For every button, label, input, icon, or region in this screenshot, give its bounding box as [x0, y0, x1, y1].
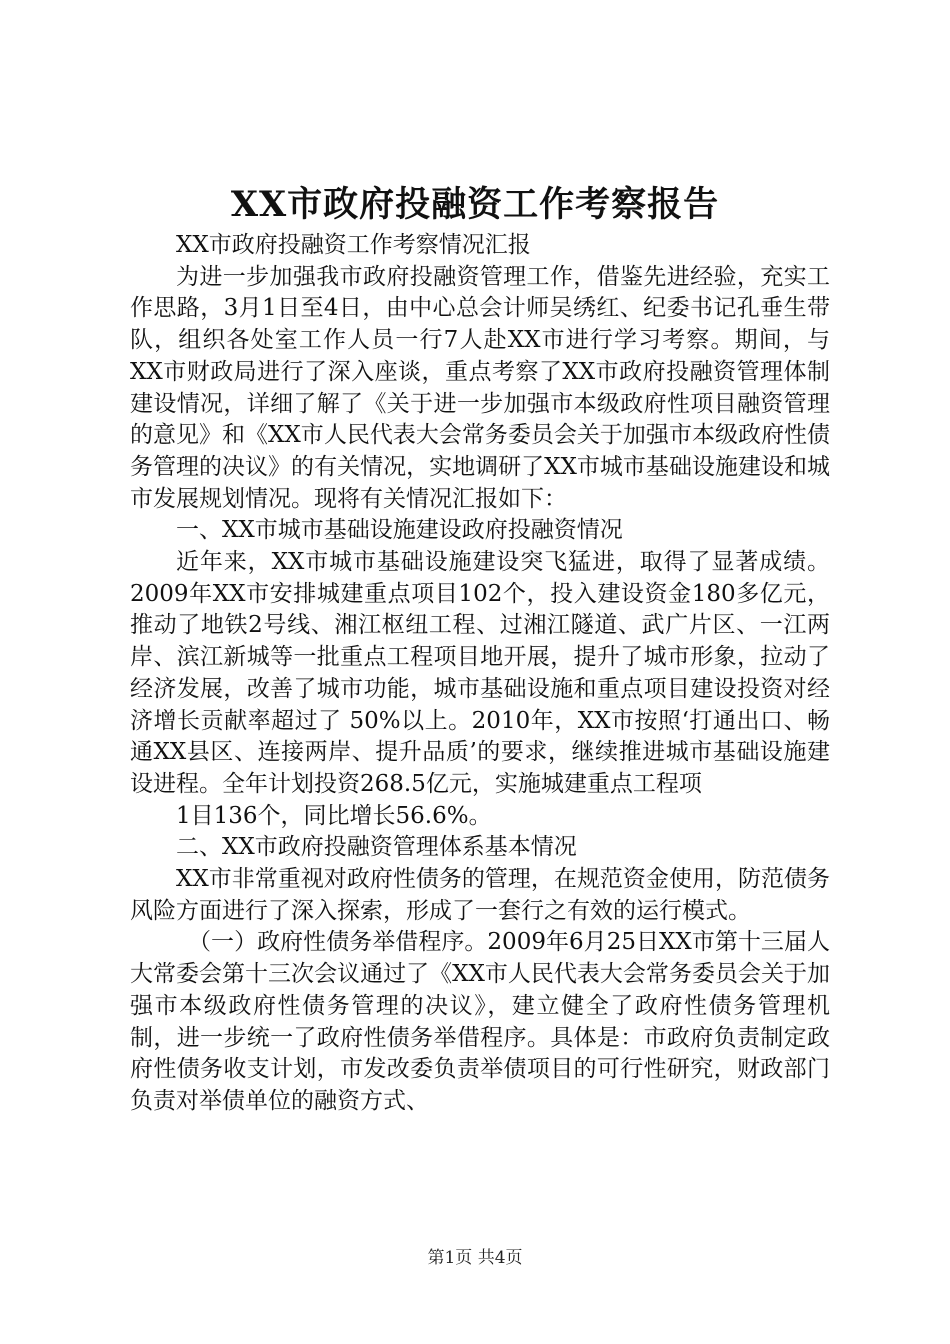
- document-title: XX市政府投融资工作考察报告: [230, 184, 720, 225]
- section-heading-2: 二、XX市政府投融资管理体系基本情况: [176, 834, 577, 861]
- section-1-paragraph: 近年来，XX市城市基础设施建设突飞猛进，取得了显著成绩。2009年XX市安排城建重点项目102个，投入建设资金180多亿元，推动了地铁2号线、湘江枢纽工程、过湘江隧道、武广片区、一江两岸、滨江新城等一批重点工程项目地开展，提升了城市形象，拉动了经济发展，改善了城市功能，城市基础设施和重点项目建设投资对经济增长贡献率超过了 50%以上。2010年，XX市按照‘打通出口、畅通XX县区、连接两岸、提升品质’的要求，继续推进城市基础设施建设进程。全年计划投资268.5亿元，实施城建重点工程项: [130, 549, 830, 797]
- subsection-1-paragraph: （一）政府性债务举借程序。2009年6月25日XX市第十三届人大常委会第十三次会议通过了《XX市人民代表大会常务委员会关于加强市本级政府性债务管理的决议》，建立健全了政府性债务管理机制，进一步统一了政府性债务举借程序。具体是：市政府负责制定政府性债务收支计划，市发改委负责举债项目的可行性研究，财政部门负责对举债单位的融资方式、: [130, 929, 830, 1114]
- section-1-continuation: 1目136个，同比增长56.6%。: [176, 802, 492, 829]
- section-heading-1: 一、XX市城市基础设施建设政府投融资情况: [176, 517, 623, 544]
- intro-paragraph: 为进一步加强我市政府投融资管理工作，借鉴先进经验，充实工作思路，3月1日至4日，由中心总会计师吴绣红、纪委书记孔垂生带队，组织各处室工作人员一行7人赴XX市进行学习考察。期间，与XX市财政局进行了深入座谈，重点考察了XX市政府投融资管理体制建设情况，详细了解了《关于进一步加强市本级政府性项目融资管理的意见》和《XX市人民代表大会常务委员会关于加强市本级政府性债务管理的决议》的有关情况，实地调研了XX市城市基础设施建设和城市发展规划情况。现将有关情况汇报如下：: [130, 263, 830, 512]
- document-body: [130, 230, 830, 1118]
- report-subtitle: XX市政府投融资工作考察情况汇报: [176, 232, 531, 258]
- section-2-paragraph: XX市非常重视对政府性债务的管理，在规范资金使用，防范债务风险方面进行了深入探索，形成了一套行之有效的运行模式。: [130, 866, 830, 924]
- page-footer: 第1页 共4页: [427, 1248, 523, 1268]
